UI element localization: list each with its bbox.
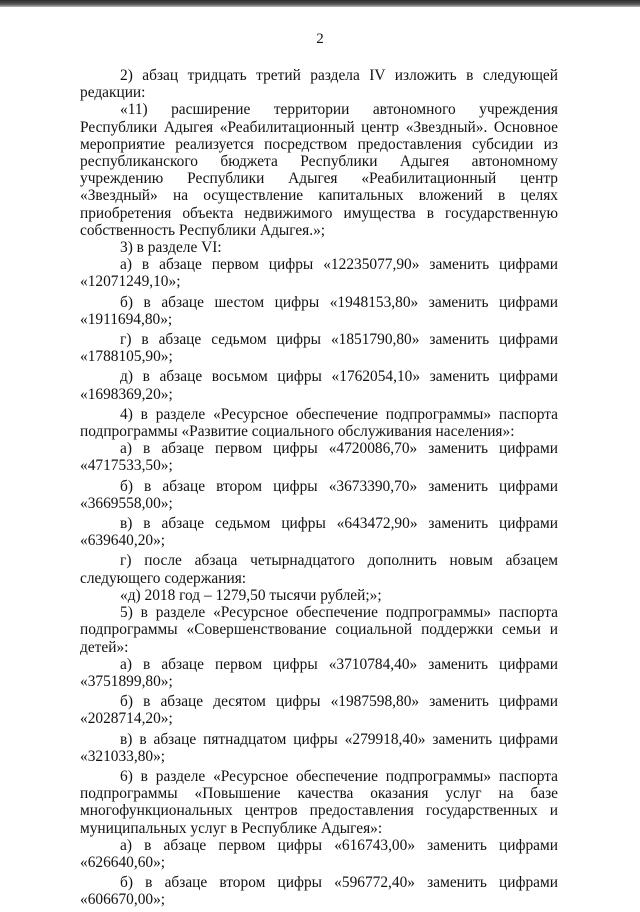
amendment-value: «626640,60»; — [80, 853, 166, 871]
amendment-line: в) в абзаце седьмом цифры «643472,90» заменить цифрами — [120, 515, 558, 533]
amendment-line: а) в абзаце первом цифры «4720086,70» заменить цифрами — [120, 440, 558, 458]
amendment-line: в) в абзаце пятнадцатом цифры «279918,40» заменить цифрами — [120, 730, 558, 748]
amendment-value: «639640,20»; — [80, 532, 166, 550]
amendment-line: а) в абзаце первом цифры «3710784,40» заменить цифрами — [120, 655, 558, 673]
paragraph: 2) абзац тридцать третий раздела IV изложить в следующей редакции: — [80, 67, 558, 102]
amendment-item — [80, 731, 558, 765]
paragraph: 6) в разделе «Ресурсное обеспечение подпрограммы» паспорта подпрограммы «Повышение качества оказания услуг на базе многофункциональных центров предоставления государственных и муниципальных услуг в Республике Адыгея»: — [80, 767, 558, 837]
amendment-line: б) в абзаце втором цифры «596772,40» заменить цифрами — [120, 874, 558, 892]
paragraph: «д) 2018 год – 1279,50 тысячи рублей;»; — [120, 586, 382, 604]
amendment-value: «1788105,90»; — [80, 348, 173, 366]
amendment-item — [80, 515, 558, 549]
paragraph: г) после абзаца четырнадцатого дополнить новым абзацем следующего содержания: — [80, 552, 558, 587]
amendment-value: «12071249,10»; — [80, 273, 181, 291]
amendment-item — [80, 693, 558, 727]
amendment-line: б) в абзаце шестом цифры «1948153,80» заменить цифрами — [120, 293, 558, 311]
amendment-value: «4717533,50»; — [80, 457, 173, 475]
paragraph: 3) в разделе VI: — [120, 239, 222, 257]
amendment-item — [80, 837, 558, 871]
amendment-item — [80, 656, 558, 690]
amendment-item — [80, 256, 558, 290]
amendment-item — [80, 478, 558, 512]
amendment-value: «2028714,20»; — [80, 710, 173, 728]
amendment-value: «3669558,00»; — [80, 494, 173, 512]
amendment-line: б) в абзаце десятом цифры «1987598,80» заменить цифрами — [120, 693, 558, 711]
amendment-line: г) в абзаце седьмом цифры «1851790,80» заменить цифрами — [120, 331, 558, 349]
amendment-value: «1698369,20»; — [80, 385, 173, 403]
scan-top-edge — [0, 0, 640, 7]
page-number: 2 — [316, 31, 324, 47]
amendment-line: а) в абзаце первом цифры «616743,00» заменить цифрами — [120, 836, 558, 854]
paragraph: «11) расширение территории автономного учреждения Республики Адыгея «Реабилитационный центр «Звездный». Основное мероприятие реализуется посредством предоставления субсидии из республиканского бюджета Республики Адыгея автономному учреждению Республики Адыгея «Реабилитационный центр «Звездный» на осуществление капитальных вложений в целях приобретения объекта недвижимого имущества в государственную собственность Республики Адыгея.»; — [80, 101, 558, 239]
paragraph: 4) в разделе «Ресурсное обеспечение подпрограммы» паспорта подпрограммы «Развитие социального обслуживания населения»: — [80, 405, 558, 441]
amendment-value: «1911694,80»; — [80, 310, 173, 328]
paragraph: 5) в разделе «Ресурсное обеспечение подпрограммы» паспорта подпрограммы «Совершенствование социальной поддержки семьи и детей»: — [80, 604, 558, 656]
amendment-item — [80, 440, 558, 474]
amendment-line: б) в абзаце втором цифры «3673390,70» заменить цифрами — [120, 477, 558, 495]
document-body — [80, 67, 558, 912]
amendment-value: «321033,80»; — [80, 747, 166, 765]
amendment-line: а) в абзаце первом цифры «12235077,90» заменить цифрами — [120, 256, 558, 274]
amendment-value: «3751899,80»; — [80, 672, 173, 690]
amendment-line: д) в абзаце восьмом цифры «1762054,10» заменить цифрами — [120, 368, 558, 386]
amendment-value: «606670,00»; — [80, 891, 166, 909]
amendment-item — [80, 874, 558, 908]
amendment-item — [80, 331, 558, 365]
amendment-item — [80, 368, 558, 402]
amendment-item — [80, 294, 558, 328]
